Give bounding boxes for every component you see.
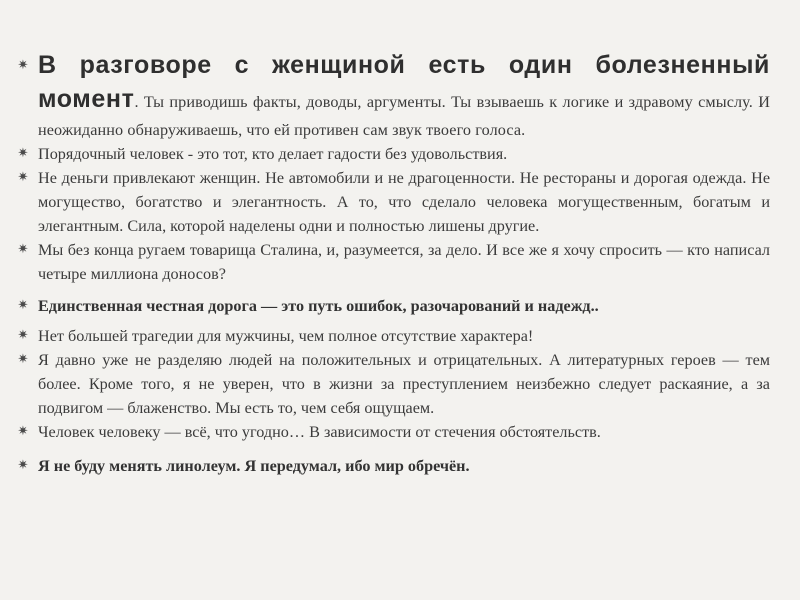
asterisk-bullet-icon: ✷	[17, 170, 29, 185]
asterisk-bullet-icon: ✷	[17, 146, 29, 161]
quote-item-6	[14, 324, 770, 348]
quote-text: Нет большей трагедии для мужчины, чем полное отсутствие характера!	[38, 327, 534, 345]
quote-item-1	[14, 50, 770, 142]
quote-rest-text: . Ты приводишь факты, доводы, аргументы. Ты взываешь к логике и здравому смыслу. И неожиданно обнаруживаешь, что ей противен сам звук твоего голоса.	[38, 93, 770, 139]
quote-item-7	[14, 348, 770, 420]
asterisk-bullet-icon: ✷	[17, 352, 29, 367]
asterisk-bullet-icon: ✷	[17, 58, 29, 73]
quote-item-2	[14, 142, 770, 166]
quote-list	[14, 50, 770, 478]
quote-text: Не деньги привлекают женщин. Не автомобили и не драгоценности. Не рестораны и дорогая одежда. Не могущество, богатство и элегантность. А то, что сделало человека могущественным, богатым и элегантным. Сила, которой наделены одни и полностью лишены другие.	[38, 169, 770, 235]
quote-text: Я не буду менять линолеум. Я передумал, ибо мир обречён.	[38, 457, 470, 475]
asterisk-bullet-icon: ✷	[17, 242, 29, 257]
quote-item-8	[14, 420, 770, 444]
quote-item-4	[14, 238, 770, 286]
asterisk-bullet-icon: ✷	[17, 424, 29, 439]
quote-item-5	[14, 294, 770, 318]
quote-item-9	[14, 454, 770, 478]
asterisk-bullet-icon: ✷	[17, 298, 29, 313]
asterisk-bullet-icon: ✷	[17, 328, 29, 343]
quote-text: Я давно уже не разделяю людей на положительных и отрицательных. А литературных героев — тем более. Кроме того, я не уверен, что в жизни за преступлением неизбежно следует раскаяние, а за подвигом — блаженство. Мы есть то, чем себя ощущаем.	[38, 351, 770, 417]
quote-text: Единственная честная дорога — это путь ошибок, разочарований и надежд..	[38, 297, 599, 315]
asterisk-bullet-icon: ✷	[17, 458, 29, 473]
quote-lead-text: В разговоре с женщиной есть один болезненный момент	[38, 51, 770, 113]
quote-item-3	[14, 166, 770, 238]
quote-text: Порядочный человек - это тот, кто делает гадости без удовольствия.	[38, 145, 508, 163]
quote-text: Мы без конца ругаем товарища Сталина, и, разумеется, за дело. И все же я хочу спросить — кто написал четыре миллиона доносов?	[38, 241, 770, 283]
quote-text: Человек человеку — всё, что угодно… В зависимости от стечения обстоятельств.	[38, 423, 601, 441]
